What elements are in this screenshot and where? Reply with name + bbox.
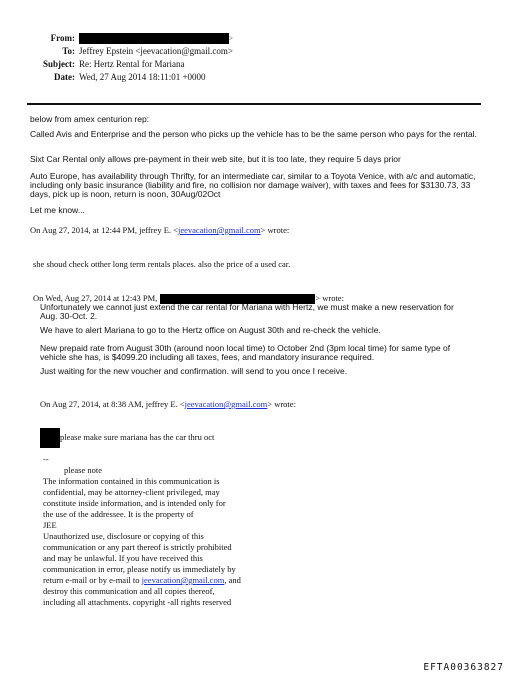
quote-1-email-link[interactable]: jeevacation@gmail.com (177, 225, 261, 235)
body-para-4: Let me know... (30, 205, 85, 215)
date-value: Wed, 27 Aug 2014 18:11:01 +0000 (79, 72, 206, 82)
to-label: To: (62, 46, 75, 56)
q2-para-4: Just waiting for the new voucher and confirmation. will send to you once I receive. (40, 366, 348, 376)
q2-para-2: We have to alert Mariana to go to the Hertz office on August 30th and re-check the vehicle. (40, 325, 381, 335)
q2-para-1: Unfortunately we cannot just extend the car rental for Mariana with Hertz, we must make a new reservation for Aug. 30-Oct. 2. (40, 302, 454, 321)
subject-label: Subject: (43, 59, 75, 69)
sig-dash: -- (43, 454, 49, 464)
date-label: Date: (54, 72, 75, 82)
header-divider (27, 103, 481, 105)
redacted-from (79, 33, 229, 44)
quote-header-3: On Aug 27, 2014, at 8:38 AM, jeffrey E. <jeevacation@gmail.com> wrote: (40, 399, 296, 409)
body-intro: below from amex centurion rep: (30, 114, 150, 124)
quote-header-1: On Aug 27, 2014, at 12:44 PM, jeffrey E. <jeevacation@gmail.com> wrote: (30, 225, 290, 235)
from-row: From: > (0, 33, 233, 44)
bates-stamp: EFTA00363827 (423, 662, 504, 673)
body-para-1: Called Avis and Enterprise and the person who picks up the vehicle has to be the same person who pays for the rental. (30, 129, 477, 139)
date-row (0, 72, 206, 83)
sig-note: please note (64, 465, 102, 475)
quote-3-email-link[interactable]: jeevacation@gmail.com (184, 399, 268, 409)
subject-row (0, 59, 184, 70)
redacted-sender-2 (40, 428, 60, 448)
q2-para-3: New prepaid rate from August 30th (around noon local time) to October 2nd (3pm local time) for same type of vehicle she has, is $4099.20 including all taxes, fees, and mandatory insurance required. (40, 343, 451, 362)
from-label: From: (50, 33, 75, 43)
subject-value: Re: Hertz Rental for Mariana (79, 59, 185, 69)
body-para-3: Auto Europe, has availability through Thrifty, for an intermediate car, similar to a Toyota Venice, with a/c and automatic, including only basic insurance (liability and fire, no collision nor damage waiver), with taxes and fees for $3130.73, 33 days, pick up is noon, return is noon, 30Aug/02Oct (30, 171, 476, 199)
quote-header-2: On Wed, Aug 27, 2014 at 12:43 PM, > wrote: (33, 293, 344, 303)
disclaimer-email-link[interactable]: jeevacation@gmail.com (141, 575, 225, 585)
disclaimer: The information contained in this communication is confidential, may be attorney-client privileged, may constitute inside information, and is intended only for the use of the addressee. It is the property of JEE Unauthorized use, disclosure or copying of this communication or any part thereof is strictly prohibited and may be unlawful. If you have received this communication in error, please notify us immediately by return e-mail or by e-mail to jeevacation@gmail.com, and destroy this communication and all copies thereof, including all attachments. copyright -all rights reserved (43, 476, 241, 607)
body-para-2: Sixt Car Rental only allows pre-payment in their web site, but it is too late, they require 5 days prior (30, 154, 401, 164)
reply-1: she shoud check otther long term rentals places. also the price of a used car. (33, 259, 291, 269)
to-row (0, 46, 233, 57)
to-value: Jeffrey Epstein <jeevacation@gmail.com> (79, 46, 233, 56)
reply-3: please make sure mariana has the car thru oct (40, 428, 214, 448)
